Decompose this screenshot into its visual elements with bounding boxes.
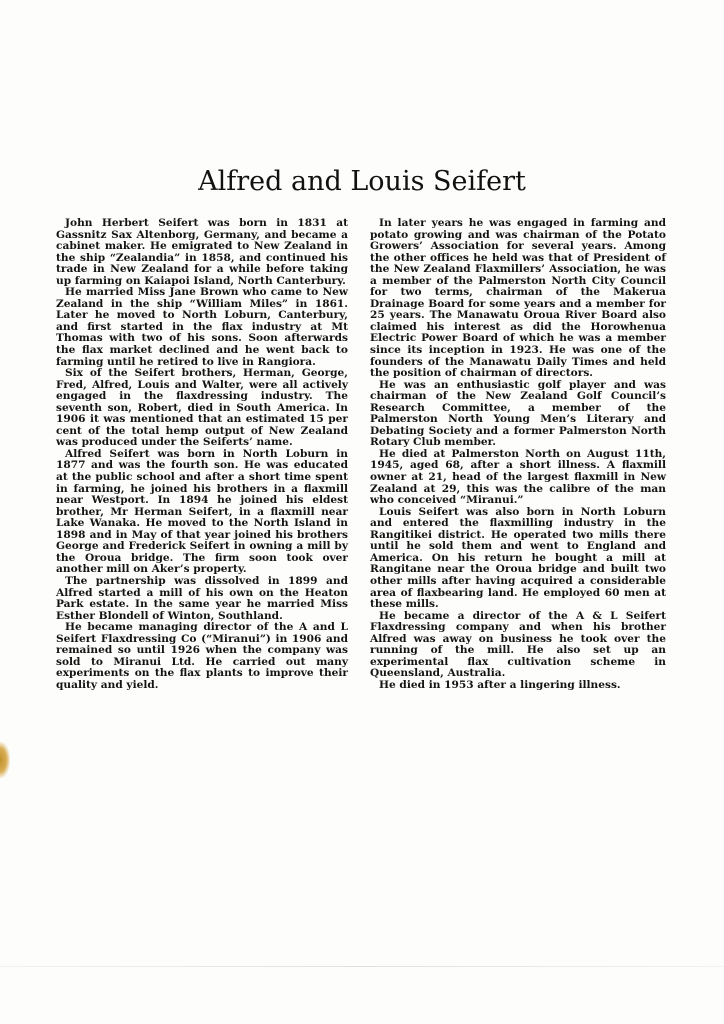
paragraph: John Herbert Seifert was born in 1831 at Gassnitz Sax Altenborg, Germany, and became a cabinet maker. He emigrated to New Zealand in the ship “Zealandia” in 1858, and continued his trade in New Zealand for a while before taking up farming on Kaiapoi Island, North Canterbury. [56,217,348,287]
right-column [370,218,666,691]
paragraph: He was an enthusiastic golf player and was chairman of the New Zealand Golf Council’s Research Committee, a member of the Palmerston North Young Men’s Literary and Debating Society and a former Palmerston North Rotary Club member. [370,378,666,449]
page-title: Alfred and Louis Seifert [198,166,526,197]
paragraph: He died at Palmerston North on August 11th, 1945, aged 68, after a short illness. A flaxmill owner at 21, head of the largest flaxmill in New Zealand at 29, this was the calibre of the man who conceived “Miranui.” [370,447,666,507]
left-column [56,218,348,691]
paragraph: He married Miss Jane Brown who came to New Zealand in the ship “William Miles” in 1861. Later he moved to North Loburn, Canterbury, and first started in the flax industry at Mt Thomas with two of his sons. Soon afterwards the flax market declined and he went back to farming until he retired to live in Rangiora. [56,286,348,368]
paragraph: In later years he was engaged in farming and potato growing and was chairman of the Potato Growers’ Association for several years. Among the other offices he held was that of President of the New Zealand Flaxmillers’ Association, he was a member of the Palmerston North City Council for two terms, chairman of the Makerua Drainage Board for some years and a member for 25 years. The Manawatu Oroua River Board also claimed his interest as did the Horowhenua Electric Power Board of which he was a member since its inception in 1923. He was one of the founders of the Manawatu Daily Times and held the position of chairman of directors. [370,217,666,380]
scan-edge-line [0,966,724,967]
paragraph: He died in 1953 after a lingering illness. [379,678,621,691]
paragraph: He became managing director of the A and L Seifert Flaxdressing Co (“Miranui”) in 1906 and remained so until 1926 when the company was sold to Miranui Ltd. He carried out many experiments on the flax plants to improve their quality and yield. [56,621,348,691]
paragraph: Louis Seifert was also born in North Loburn and entered the flaxmilling industry in the Rangitikei district. He operated two mills there until he sold them and went to England and America. On his return he bought a mill at Rangitane near the Oroua bridge and built two other mills after having acquired a considerable area of flaxbearing land. He employed 60 men at these mills. [370,505,666,611]
paragraph: He became a director of the A & L Seifert Flaxdressing company and when his brother Alfred was away on business he took over the running of the mill. He also set up an experimental flax cultivation scheme in Queensland, Australia. [370,609,666,680]
paragraph: Alfred Seifert was born in North Loburn in 1877 and was the fourth son. He was educated at the public school and after a short time spent in farming, he joined his brothers in a flaxmill near Westport. In 1894 he joined his eldest brother, Mr Herman Seifert, in a flaxmill near Lake Wanaka. He moved to the North Island in 1898 and in May of that year joined his brothers George and Frederick Seifert in owning a mill by the Oroua bridge. The firm soon took over another mill on Aker’s property. [56,447,348,576]
paragraph: The partnership was dissolved in 1899 and Alfred started a mill of his own on the Heaton Park estate. In the same year he married Miss Esther Blondell of Winton, Southland. [56,574,348,622]
binding-mark [0,742,10,778]
paragraph: Six of the Seifert brothers, Herman, George, Fred, Alfred, Louis and Walter, were all actively engaged in the flaxdressing industry. The seventh son, Robert, died in South America. In 1906 it was mentioned that an estimated 15 per cent of the total hemp output of New Zealand was produced under the Seiferts’ name. [56,367,348,449]
